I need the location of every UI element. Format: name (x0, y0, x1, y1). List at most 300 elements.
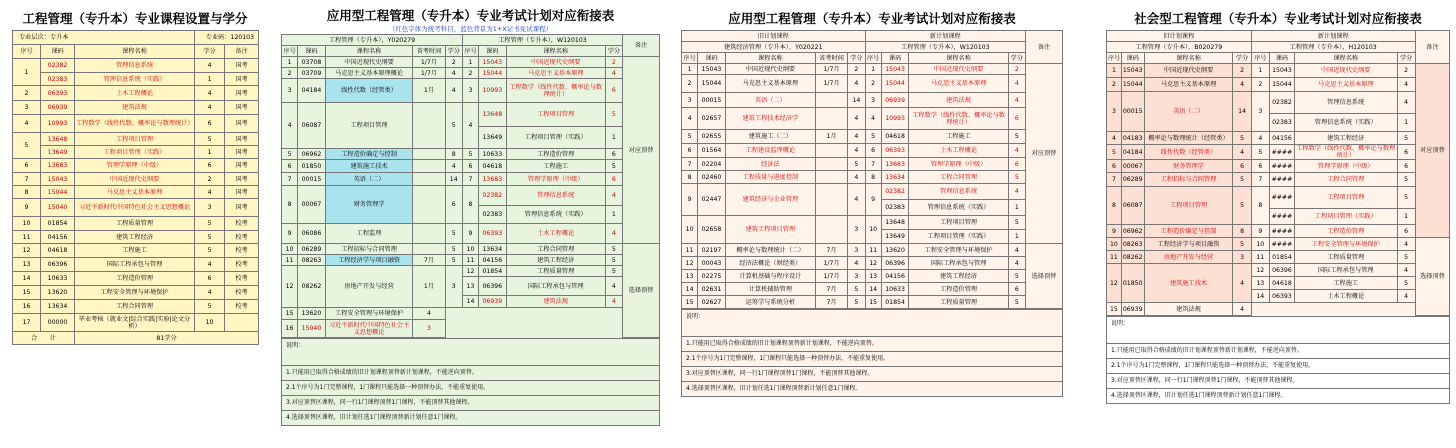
new-credit: 5 (1397, 277, 1415, 290)
new-course-code: 01854 (1269, 251, 1294, 264)
note-line: 1.只能用已取得合格成绩的旧计划课程顶替新计划课程，不能逆向顶替。 (681, 337, 1063, 352)
new-credit: 6 (1008, 283, 1025, 296)
header-cell: 备注 (225, 45, 259, 59)
course-credit: 6 (195, 115, 225, 133)
col-head: 序号 (464, 47, 477, 55)
new-course-code: 15044 (1269, 78, 1294, 92)
col-head: 课码 (1121, 53, 1144, 64)
old-course-name: 工程项目管理 (325, 103, 413, 149)
course-note: 校考 (225, 217, 259, 231)
note-line: 1.只能用已取得合格成绩的旧计划课程顶替新计划课程，不能逆向顶替。 (281, 366, 660, 381)
table-row (1107, 238, 1450, 251)
row-number: 14 (13, 272, 41, 286)
course-credit: 4 (195, 59, 225, 73)
course-note: 国考 (225, 73, 259, 86)
new-row-number: 15 (865, 296, 881, 309)
row-number: 8 (682, 171, 698, 184)
course-credit: 4 (195, 258, 225, 272)
new-course-code: 06396 (881, 257, 909, 270)
old-credit: 8 (1233, 225, 1251, 238)
row-number: 1 (682, 64, 698, 75)
course-credit-panel (12, 8, 258, 345)
old-course-code: 01850 (298, 160, 326, 173)
course-code: 13649 (41, 146, 75, 159)
old-course-code: 00043 (698, 257, 726, 270)
table-row (1107, 92, 1450, 114)
table-row (682, 216, 1063, 230)
new-credit: 4 (1397, 92, 1415, 114)
exam-time: 7月 (815, 296, 847, 309)
old-course-code: 03709 (298, 68, 326, 79)
new-course-code: 15043 (479, 57, 507, 68)
table-row (1107, 264, 1450, 277)
course-credit: 5 (195, 217, 225, 231)
new-plan-label: 新计划课程 (1251, 31, 1415, 42)
table-row (682, 108, 1063, 130)
new-course-code: #### (1269, 209, 1294, 225)
old-credit: 3 (1233, 251, 1251, 264)
remark-head: 备注 (623, 35, 660, 57)
new-course-name: 工程安全管理与环境保护 (909, 244, 1008, 257)
table-row (282, 68, 660, 79)
exam-time (815, 93, 847, 108)
new-course-code: #### (1269, 160, 1294, 173)
new-course-code: 06393 (479, 224, 507, 244)
new-course-name: 中国近现代史纲要 (506, 57, 605, 68)
new-course-name: 工程施工 (1294, 277, 1397, 290)
new-credit: 5 (1008, 216, 1025, 230)
col-head: 省考时间 (815, 53, 847, 64)
old-course-code: 02460 (698, 171, 726, 184)
new-row-number: 2 (865, 75, 881, 93)
col-head: 课程名称 (909, 53, 1008, 64)
new-course-code: 13620 (298, 308, 326, 320)
new-row-number: 5 (865, 130, 881, 144)
exam-time: 7月 (815, 244, 847, 257)
col-head: 序号 (866, 54, 880, 62)
col-head: 序号 (683, 54, 696, 62)
table-row (13, 159, 259, 173)
new-course-code: 06939 (479, 296, 507, 308)
course-code: 13634 (41, 300, 75, 314)
new-credit: 4 (605, 296, 622, 308)
course-note: 国考 (225, 199, 259, 217)
row-number: 11 (13, 231, 41, 244)
new-course-name: 国际工程承包与管理 (909, 257, 1008, 270)
table-row (682, 244, 1063, 257)
total-row (13, 332, 259, 345)
new-credit: 1 (1008, 230, 1025, 244)
new-row-number: 6 (1251, 160, 1269, 173)
new-row-number: 4 (1251, 132, 1269, 145)
row-number: 4 (1107, 132, 1122, 145)
new-credit: 4 (1397, 264, 1415, 277)
course-credit: 10 (195, 314, 225, 332)
notes-label: 说明： (281, 338, 660, 366)
new-course-name: 建筑法规 (909, 93, 1008, 108)
old-credit: 4 (848, 257, 865, 270)
new-course-code: 10993 (881, 108, 909, 130)
new-course-name: 工程合同管理 (909, 171, 1008, 184)
table-row (682, 93, 1063, 108)
old-course-name: 工程造价确定与控制 (325, 149, 413, 160)
old-credit: 4 (445, 79, 462, 103)
col-head: 课程名称 (506, 46, 605, 57)
new-credit: 2 (1397, 64, 1415, 78)
row-number: 9 (282, 224, 298, 244)
course-credit-table (12, 30, 259, 345)
row-number: 6 (13, 159, 41, 173)
new-row-number: 5 (1251, 145, 1269, 160)
row-number: 7 (13, 173, 41, 186)
table-row (13, 217, 259, 231)
row-number: 13 (13, 258, 41, 272)
panel2-title: 应用型工程管理（专升本）专业考试计划对应衔接表 (326, 8, 615, 23)
new-row-number: 12 (1251, 264, 1269, 277)
col-head: 序号 (1251, 53, 1269, 64)
row-number: 2 (13, 86, 41, 101)
row-number: 2 (1107, 78, 1122, 92)
old-course-name: 经济法 (725, 158, 815, 171)
old-course-name: 建筑施工（二） (725, 130, 815, 144)
new-row-number: 5 (462, 149, 478, 160)
table-row (13, 86, 259, 101)
table-row (13, 314, 259, 332)
new-row-number: 10 (865, 216, 881, 244)
table-row (682, 270, 1063, 283)
col-head: 课程名称 (1144, 53, 1233, 64)
row-number: 5 (13, 133, 41, 159)
row-number: 7 (282, 173, 298, 186)
old-course-name: 马克思主义基本原理 (1144, 78, 1233, 92)
new-course-code: 13649 (479, 127, 507, 149)
old-course-code: 06087 (1121, 187, 1144, 225)
old-credit: 4 (445, 160, 462, 173)
old-course-code: 15044 (1121, 78, 1144, 92)
course-note: 国考 (225, 159, 259, 173)
old-plan-label: 旧计划课程 (1107, 31, 1252, 42)
remark-corresponding: 对应顶替 (1415, 64, 1449, 238)
old-course-code: 02204 (698, 158, 726, 171)
row-number: 10 (1107, 238, 1122, 251)
new-credit: 2 (605, 57, 622, 68)
course-note: 国考 (225, 133, 259, 146)
table-row (282, 224, 660, 244)
old-course-name: 英语（二） (725, 93, 815, 108)
row-number: 3 (13, 101, 41, 115)
old-credit: 6 (445, 186, 462, 224)
col-head: 学分 (605, 46, 622, 57)
table-row (682, 257, 1063, 270)
new-course-name: 管理信息系统（实践） (1294, 114, 1397, 132)
new-row-number: 9 (1251, 225, 1269, 238)
new-credit: 6 (1397, 160, 1415, 173)
new-row-number: 6 (462, 160, 478, 173)
remark-corresponding: 对应顶替 (623, 57, 660, 244)
new-course-code: 02383 (1269, 114, 1294, 132)
old-credit: 5 (445, 103, 462, 149)
old-credit: 4 (848, 171, 865, 184)
old-course-name: 中国近现代史纲要 (725, 64, 815, 75)
new-course-code: #### (1269, 173, 1294, 187)
exam-time: 7月 (413, 255, 445, 266)
table-row (13, 272, 259, 286)
old-course-name: 工程监理 (325, 224, 413, 244)
new-credit: 5 (1397, 132, 1415, 145)
header-cell: 学分 (195, 45, 225, 59)
specialty-level: 专业层次：专升本 (13, 31, 195, 45)
new-row-number: 13 (462, 277, 478, 296)
course-note: 国考 (225, 146, 259, 159)
row-number: 1 (282, 57, 298, 68)
new-credit: 5 (1008, 270, 1025, 283)
old-course-name: 马克思主义基本原理 (725, 75, 815, 93)
course-credit: 5 (195, 300, 225, 314)
course-name: 建筑法规 (75, 101, 195, 115)
new-course-code: 02382 (1269, 92, 1294, 114)
course-name: 管理信息系统 (75, 59, 195, 73)
old-course-code: 08262 (298, 266, 326, 308)
new-course-code: 13620 (881, 244, 909, 257)
course-code: 13620 (41, 286, 75, 300)
course-credit: 5 (195, 231, 225, 244)
old-course-name: 工程经济学与项目融资 (1144, 238, 1233, 251)
row-number: 13 (682, 270, 698, 283)
course-code: 15044 (41, 186, 75, 199)
course-note: 校考 (225, 272, 259, 286)
table-row (1107, 225, 1450, 238)
new-course-name: 国际工程承包与管理 (506, 277, 605, 296)
old-course-code: 06087 (298, 103, 326, 149)
new-course-name: 工程项目管理 (909, 216, 1008, 230)
new-course-name: 工程项目管理（实践） (506, 127, 605, 149)
new-course-code: 13634 (479, 244, 507, 255)
table-row (13, 59, 259, 73)
course-name: 毕业考核（就业文|综合实践|实验|论文分析） (75, 314, 195, 332)
new-course-code: #### (1269, 187, 1294, 209)
new-credit: 1 (1397, 114, 1415, 132)
course-note: 校考 (225, 258, 259, 272)
exam-time: 1/7月 (815, 257, 847, 270)
old-course-name: 中国近现代史纲要 (1144, 64, 1233, 78)
new-row-number: 15 (282, 308, 298, 320)
exam-time: 1/7月 (413, 57, 445, 68)
exam-time: 1月 (815, 130, 847, 144)
row-number: 16 (13, 300, 41, 314)
course-code: 06393 (41, 86, 75, 101)
exam-time (815, 216, 847, 244)
new-course-code: 02383 (881, 200, 909, 216)
new-credit: 5 (1397, 173, 1415, 187)
note-line: 4.选择顶替区课程，旧计划任选1门课程顶替新计划任意1门课程。 (681, 382, 1063, 397)
note-line: 1.只能用已取得合格成绩的旧计划课程顶替新计划课程，不能逆向顶替。 (1106, 344, 1450, 359)
new-credit: 1 (605, 127, 622, 149)
new-row-number: 1 (865, 64, 881, 75)
old-course-name: 财务管理学 (1144, 160, 1233, 173)
new-course-code: 04156 (881, 270, 909, 283)
col-head: 序号 (1108, 54, 1121, 62)
old-course-code: 06289 (298, 244, 326, 255)
table-row (1107, 64, 1450, 78)
table-row (13, 258, 259, 272)
course-code: 01854 (41, 217, 75, 231)
course-code: 10993 (41, 115, 75, 133)
course-name: 工程合同管理 (75, 300, 195, 314)
course-name: 马克思主义基本原理 (75, 186, 195, 199)
old-course-code: 02275 (698, 270, 726, 283)
new-row-number: 1 (1251, 64, 1269, 78)
new-course-name: 管理信息系统 (1294, 92, 1397, 114)
panel4-title: 社会型工程管理（专升本）专业考试计划对应衔接表 (1134, 11, 1422, 26)
new-row-number: 3 (865, 93, 881, 108)
table-row (682, 64, 1063, 75)
old-credit: 5 (445, 255, 462, 266)
row-number: 6 (1107, 160, 1122, 173)
new-course-name: 工程造价管理 (1294, 225, 1397, 238)
old-course-code: 08263 (298, 255, 326, 266)
old-course-code: 03708 (298, 57, 326, 68)
old-credit: 5 (848, 296, 865, 309)
table-row (13, 101, 259, 115)
new-course-code: 13649 (881, 230, 909, 244)
new-course-name: 建筑工程经济 (909, 270, 1008, 283)
new-credit: 5 (1008, 171, 1025, 184)
old-credit: 5 (445, 224, 462, 244)
new-credit: 4 (1008, 144, 1025, 158)
exam-time (413, 173, 445, 186)
new-credit: 1 (1008, 200, 1025, 216)
course-code: 04156 (41, 231, 75, 244)
old-course-name: 工程招标与合同管理 (325, 244, 413, 255)
course-name: 工程施工 (75, 244, 195, 258)
course-name: 工程项目管理（实践） (75, 146, 195, 159)
new-row-number: 13 (865, 270, 881, 283)
new-course-code: 13648 (479, 103, 507, 127)
old-course-code: 02197 (698, 244, 726, 257)
old-credit: 5 (1233, 187, 1251, 225)
col-head: 课码 (298, 46, 326, 57)
table-row (1107, 145, 1450, 160)
row-number: 3 (282, 79, 298, 103)
panel3-title: 应用型工程管理（专升本）专业考试计划对应衔接表 (728, 11, 1016, 26)
table-row (282, 149, 660, 160)
new-course-code: 10993 (479, 79, 507, 103)
new-credit: 5 (605, 255, 622, 266)
exam-time (815, 144, 847, 158)
course-note: 国考 (225, 86, 259, 101)
course-note: 校考 (225, 244, 259, 258)
old-course-code: 08263 (1121, 238, 1144, 251)
old-credit: 4 (848, 130, 865, 144)
exam-time: 1月 (413, 266, 445, 308)
new-plan-label: 新计划课程 (865, 31, 1025, 42)
old-plan-head: 工程管理（专升本），B020279 (1107, 42, 1252, 53)
course-code: 02383 (41, 73, 75, 86)
new-row-number: 9 (865, 184, 881, 216)
row-number: 1 (1107, 64, 1122, 78)
new-course-name: 工程施工 (909, 130, 1008, 144)
old-course-code: 04184 (298, 79, 326, 103)
new-course-code: 04156 (1269, 132, 1294, 145)
exam-time: 1/7月 (815, 64, 847, 75)
old-course-code: 02657 (698, 108, 726, 130)
note-line: 3.对应顶替区课程，同一行1门课程顶替1门课程，不能顶替其他课程。 (681, 367, 1063, 382)
course-note: 国考 (225, 101, 259, 115)
old-course-code: 04184 (1121, 145, 1144, 160)
col-head: 课程名称 (325, 46, 413, 57)
col-head: 课码 (1269, 53, 1294, 64)
old-credit: 4 (848, 184, 865, 216)
row-number: 3 (682, 93, 698, 108)
new-row-number: 2 (1251, 78, 1269, 92)
new-credit: 5 (1008, 296, 1025, 309)
remark-head: 备注 (1026, 31, 1063, 64)
new-credit: 6 (605, 79, 622, 103)
new-course-name: 建筑法规 (506, 296, 605, 308)
table-row (1107, 160, 1450, 173)
row-number: 17 (13, 314, 41, 332)
remark-corresponding: 对应顶替 (1026, 64, 1063, 244)
old-course-code: 01564 (698, 144, 726, 158)
course-credit: 5 (195, 133, 225, 146)
old-credit: 4 (1233, 264, 1251, 303)
row-number: 12 (1107, 264, 1122, 303)
old-course-name: 概率论与数理统计（经管类） (1144, 132, 1233, 145)
new-course-code: 04156 (479, 255, 507, 266)
row-number: 8 (13, 186, 41, 199)
row-number: 10 (13, 217, 41, 231)
new-course-name: 管理信息系统（实践） (909, 200, 1008, 216)
table-row (282, 308, 660, 320)
course-name: 管理学原理（中级） (75, 159, 195, 173)
course-name: 工程安全管理与环境保护 (75, 286, 195, 300)
new-course-name: 中国近现代史纲要 (909, 64, 1008, 75)
new-credit: 5 (605, 160, 622, 173)
new-credit: 4 (1008, 184, 1025, 200)
new-credit: 5 (1008, 130, 1025, 144)
course-note: 国考 (225, 186, 259, 199)
remark-optional: 选择顶替 (623, 244, 660, 338)
row-number: 4 (13, 115, 41, 133)
old-course-code: 00067 (1121, 160, 1144, 173)
table-row (282, 160, 660, 173)
new-course-code: 06393 (881, 144, 909, 158)
new-row-number: 7 (462, 173, 478, 186)
new-course-name: 管理学原理（中级） (506, 173, 605, 186)
new-course-name: 管理学原理（中级） (1294, 160, 1397, 173)
old-course-name: 计算机基础与程序设计 (725, 270, 815, 283)
table-row (282, 103, 660, 127)
row-number: 10 (682, 216, 698, 244)
course-credit: 5 (195, 244, 225, 258)
old-course-code: 15044 (698, 75, 726, 93)
col-head: 课码 (698, 53, 726, 64)
old-credit: 5 (445, 244, 462, 255)
new-course-name: 建筑工程经济 (1294, 132, 1397, 145)
new-course-code: #### (1269, 238, 1294, 251)
old-course-name: 线性代数（经管类） (1144, 145, 1233, 160)
old-course-name: 房地产开发与经营 (1144, 251, 1233, 264)
new-credit: 4 (1008, 244, 1025, 257)
remark-optional: 选择顶替 (1026, 244, 1063, 309)
exam-time: 1/7月 (413, 68, 445, 79)
table-row (13, 173, 259, 186)
exam-time (413, 103, 445, 149)
old-course-code: 02627 (698, 296, 726, 309)
exam-time (413, 149, 445, 160)
old-course-name: 工程质量与进度控制 (725, 171, 815, 184)
new-row-number: 8 (865, 171, 881, 184)
